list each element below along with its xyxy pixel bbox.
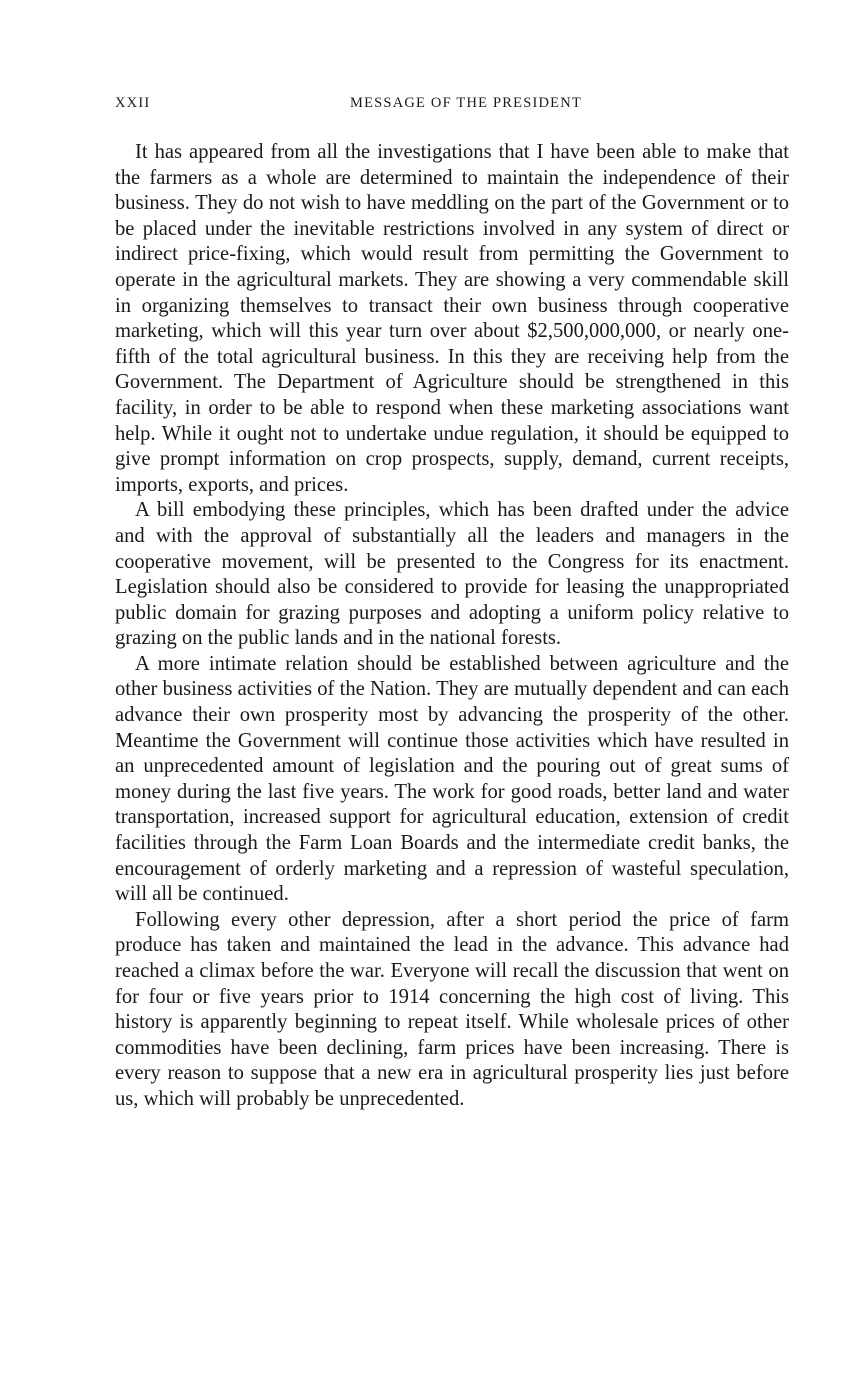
paragraph: It has appeared from all the investigations that I have been able to make that the farmers as a whole are determined to maintain the independence of their business. They do not wish to have meddling on the part of the Government or to be placed under the inevitable restrictions involved in any system of direct or indirect price-fixing, which would result from permitting the Government to operate in the agricultural markets. They are showing a very commendable skill in organizing themselves to transact their own business through cooperative marketing, which will this year turn over about $2,500,000,000, or nearly one-fifth of the total agricultural business. In this they are receiving help from the Government. The Department of Agriculture should be strengthened in this facility, in order to be able to respond when these marketing associations want help. While it ought not to undertake undue regulation, it should be equipped to give prompt information on crop prospects, supply, demand, current receipts, imports, exports, and prices. — [115, 141, 789, 496]
paragraph: A more intimate relation should be established between agriculture and the other business activities of the Nation. They are mutually dependent and can each advance their own prosperity most by advancing the prosperity of the other. Meantime the Government will continue those activities which have resulted in an unprecedented amount of legislation and the pouring out of great sums of money during the last five years. The work for good roads, better land and water transportation, increased support for agricultural education, extension of credit facilities through the Farm Loan Boards and the intermediate credit banks, the encouragement of orderly marketing and a repression of wasteful speculation, will all be continued. — [115, 652, 789, 906]
running-title: MESSAGE OF THE PRESIDENT — [350, 95, 582, 111]
body-text — [115, 140, 789, 1113]
page-number: XXII — [115, 95, 151, 111]
paragraph: A bill embodying these principles, which has been drafted under the advice and with the approval of substantially all the leaders and managers in the cooperative movement, will be presented to the Congress for its enactment. Legislation should also be considered to provide for leasing the unappropriated public domain for grazing purposes and adopting a uniform policy relative to grazing on the public lands and in the national forests. — [115, 499, 789, 650]
running-header — [115, 92, 789, 120]
document-page — [115, 92, 789, 1113]
paragraph: Following every other depression, after a short period the price of farm produce has taken and maintained the lead in the advance. This advance had reached a climax before the war. Everyone will recall the discussion that went on for four or five years prior to 1914 concerning the high cost of living. This history is apparently beginning to repeat itself. While wholesale prices of other commodities have been declining, farm prices have been increasing. There is every reason to suppose that a new era in agricultural prosperity lies just before us, which will probably be unprecedented. — [115, 908, 789, 1110]
